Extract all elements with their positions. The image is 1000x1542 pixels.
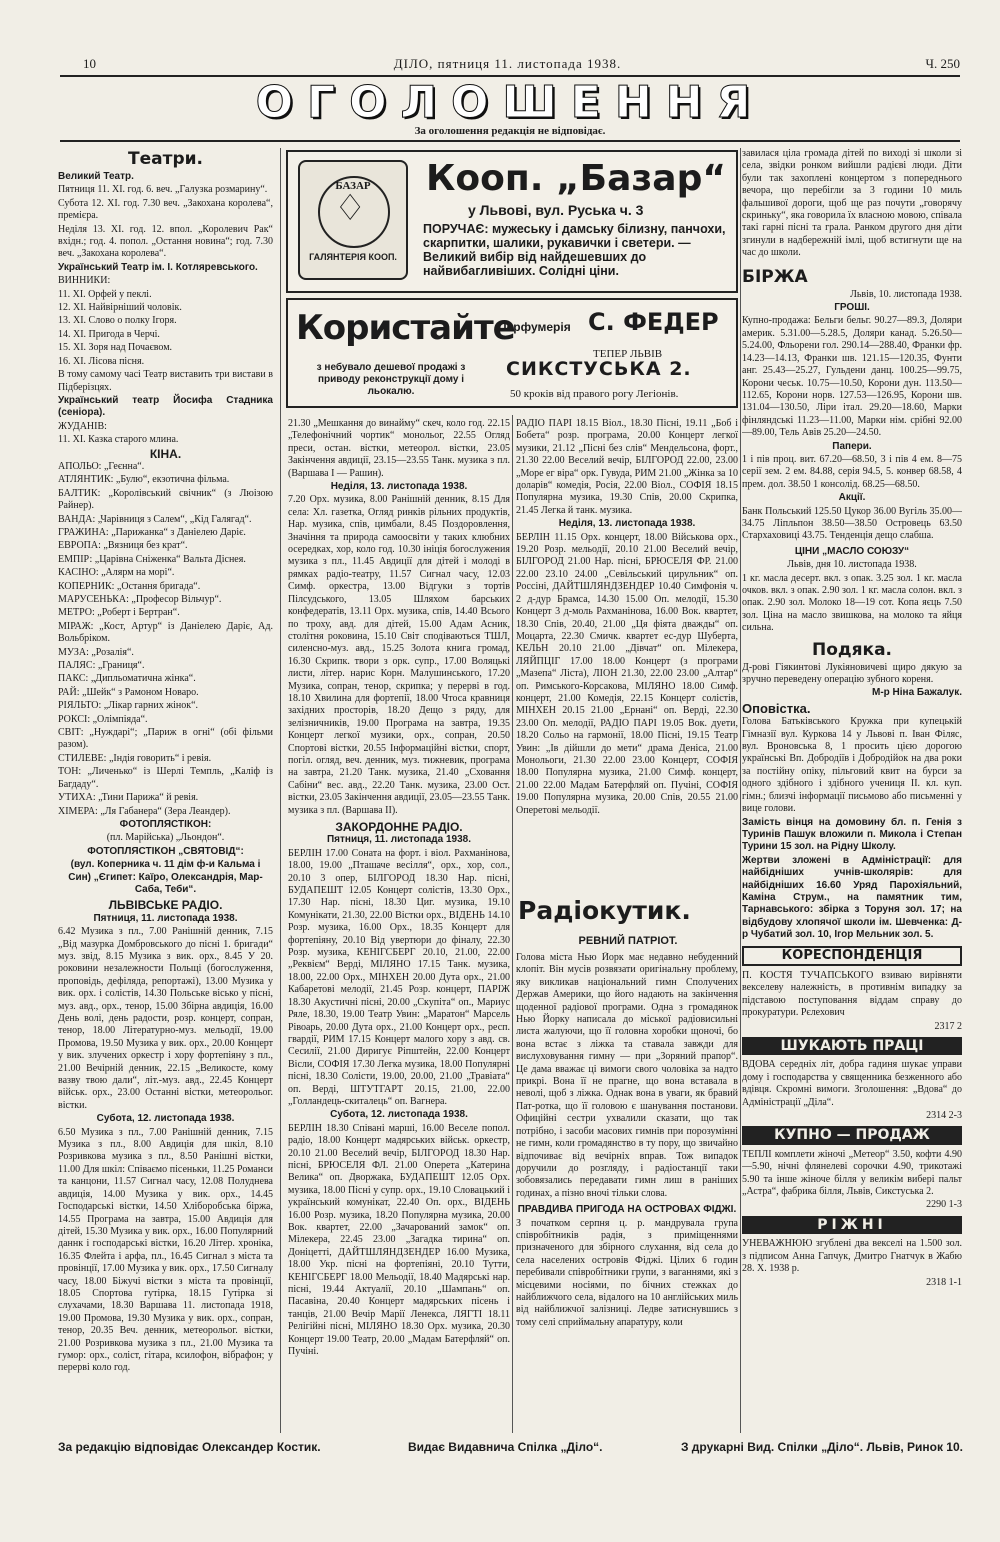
cinema-item: РАЙ: „Шейк“ з Рамоном Новаро. bbox=[58, 686, 199, 698]
article-subtitle: ПРАВДИВА ПРИГОДА НА ОСТРОВАХ ФІДЖІ. bbox=[517, 1204, 737, 1216]
ceny-text: 1 кг. масла десерт. вкл. з опак. 3.25 зол. 1 кг. масла очков. вкл. з опак. 2.90 зол. 1 кг. масла солон. вкл. з опак. 2.90 зол. Молоко 18—19 сот. Копа яєць 7.50 зол. Ціна на масло звишкова, на молоко та яйця сильна. bbox=[742, 572, 962, 634]
cinema-item: ЕМПІР: „Царівна Сніженка“ Вальта Діснея. bbox=[58, 553, 246, 565]
groshi-heading: ГРОШІ. bbox=[834, 302, 870, 314]
feder-now: ТЕПЕР ЛЬВІВ bbox=[593, 348, 663, 360]
cinema-item: ТОН: „Личенько“ із Шерлі Темпль, „Каліф із Багдаду“. bbox=[58, 766, 273, 790]
column-radiokutyk bbox=[516, 952, 738, 1432]
radio-day: Субота, 12. листопада 1938. bbox=[330, 1109, 468, 1121]
radio-day: Пятниця, 11. листопада 1938. bbox=[326, 834, 472, 846]
theatre-item: 13. XI. Слово о полку Ігоря. bbox=[58, 315, 177, 327]
running-header bbox=[55, 52, 960, 72]
radio-program: БЕРЛІН 18.30 Співані марші, 16.00 Веселе попол. радіо, 18.00 Концерт мадярських військ. оркестр, 20.10 21.00 Веселий вечір, БІЛГОРОД 18.30 Нар. пісні, БРЮСЕЛЯ ФЛ. 21.00 Оперета „Катерина Велика“ оп. Дворжака, БУДАПЕШТ 12.05 Орх. музика, 18.00 Пісні у супр. орх., 19.10 Словацький і український комунікат, 22.40 Оп. орх., ВІДЕНЬ 16.00 Розр. музика, 18.20 Популярна музика, 20.00 Вок. квартет, 22.00 „Зачарований замок“ оп. Мілекера, 22.45 23.00 „Загадка тирина“ оп. Доніцетті, ДАЙТШЛЯНДЗЕНДЕР 16.00 Музика, 18.00 Укр. пісні на фортепіяні, 20.10 Тутти, КЕНІГСБЕРГ 18.00 Мельодії, 18.40 Мадярські нар. пісні, 19.44 Актуалії, 20.10 „Шампань“ оп. Пасавіна, 20.40 Концерт мадярських пісень і танців, 21.00 Вечір Марії Ленекса, ЛЯГТІ 18.11 Релігійні пісні, МІЛЯНО 18.30 Орх. музика, 20.30 Концерт 19.00 Театр, 20.00 „Мадам Батерфляй“ оп. Пучіні. bbox=[288, 1122, 510, 1358]
column-theatres-radio bbox=[58, 148, 273, 1428]
radiokutyk-title: Радіокутик. bbox=[518, 896, 691, 925]
svyatovid-text: (вул. Коперника ч. 11 дім ф-и Кальма і Син) „Єгипет: Каїро, Олександрія, Мар-Саба, Теби“. bbox=[68, 859, 263, 895]
footer-editor: За редакцію відповідає Олександер Костик. bbox=[58, 1440, 321, 1454]
podyaka-text: Д-рові Гіякинтові Лукіяновичеві щиро дякую за зручно переведену операцію зубного кореня. bbox=[742, 661, 962, 686]
radio-program: 6.42 Музика з пл., 7.00 Ранішній денник, 7.15 „Від мазурка Домбровського до пісні 1. бригади“ муз. звід, 8.15 Музика з вик. орх., 8.45 У 20. роковини незалежности Польщі (богослуження, проповідь, дефіляда, репортажі), 13.00 Музика у вик. орх. і солістів, 14.30 Польське вісько у пісні, муз. авд., орх., тенор, 15.00 Збірна авдиція, 16.00 День волі, день радости, розр. концерт, сопран, тенор, 18.00 Літературно-муз. мельодії, 19.00 Промова, 19.50 Музика у вик. орх., 20.00 Концерт у вик. злучених оркестр і хору фортепіяну з пл., 21.00 Вечірній денник, 22.15 „Великосте, кому вазву твою дали“, літ.-муз. авд., 22.45 Концерт військ. орх., 23.00 Останні вістки, метеорольог. вістки. bbox=[58, 926, 273, 1111]
issue-number: Ч. 250 bbox=[925, 56, 960, 71]
theatre-item: Неділя 13. XI. год. 12. впол. „Королевич Рак“ вхідн.; год. 4. попол. „Остання новина“; год. 7.30 веч. „Закохана королева“. bbox=[58, 223, 273, 260]
theatre-item: Український театр Йосифа Стадника (сеніора). bbox=[58, 394, 273, 419]
article-text: Голова міста Нью Йорк має недавно небуденний клопіт. Він мусів розвязати оригінальну проблему, яку викликав національний гимн Сполучених Держав Америки, що його надають на закінчення щоденної радіової програми. Одна з громадянок Нью Йорку написала до міської радіовисильні листа жалуючи, що її головна хоробки щоночі, бо вона встає з ліжка та ставала завжди для вислуховування гимну — при „Зоряний прапор“. Це дама вважає ці вимоги свого чоловіка за надто прикрі. Вона її не прагне, що вона вставала в неволі, щоб з ліжка. Однак вона в уваги, як бравий Пат-ротка, що її головою є шанування постанови. Офиційні сестри ухвалили сказати, що так потрібно, і засоби масових гимнів при порозумінні не гимн, коли громадянство в ту пору, що звичайно відпочиває від вечірніх вправ. Тож випадок доручили до розгляду, і радіостанції таки зобовязались передавати гимн лиш в раніших годинах, а пізно вночі тільки слова. bbox=[516, 952, 738, 1199]
ad-feder bbox=[286, 298, 738, 408]
akcii-text: Банк Польський 125.50 Цукор 36.00 Вугіль 35.00—34.75 Ліпльпон 38.50—38.50 Островець 63.50 Стархаховиці 43.75. Тенденція дещо слабша. bbox=[742, 505, 962, 542]
title-rule bbox=[60, 140, 960, 142]
bazar-logo bbox=[298, 160, 408, 280]
column-market-ads bbox=[742, 148, 962, 1428]
cinema-item: КОПЕРНИК: „Остання бригада“. bbox=[58, 580, 201, 592]
column-rule bbox=[740, 148, 741, 1433]
disclaimer: За оголошення редакція не відповідає. bbox=[414, 125, 606, 137]
ceny-heading: ЦІНИ „МАСЛО СОЮЗУ“ bbox=[794, 545, 910, 557]
lviv-radio-heading: ЛЬВІВСЬКЕ РАДІО. bbox=[108, 898, 223, 913]
svyatovid-heading: ФОТОПЛЯСТІКОН „СВЯТОВІД“: bbox=[87, 845, 244, 857]
theatre-item: Пятниця 11. XI. год. 6. веч. „Галузка розмарину“. bbox=[58, 184, 268, 196]
theatre-item: 12. XI. Найвірніший чоловік. bbox=[58, 302, 182, 314]
zamist-text: Замість вінця на домовину бл. п. Генія з Туринів Пашук вложили п. Микола і Степан Турини 15 зол. на Рідну Школу. bbox=[742, 816, 962, 853]
radio-program: БЕРЛІН 11.15 Орх. концерт, 18.00 Військова орх., 19.20 Розр. мельодії, 20.10 21.00 Веселий вечір, БІЛГОРОД 21.00 Нар. пісні, БРЮСЕЛЯ ФР. 21.00 22.00 23.10 24.00 „Севільський цирульник“ оп. Россіні, ДАЙТШЛЯНДЗЕНДЕР 10.40 Симфонія ч. 2 д-дур Брамса, 14.30 15.00 Оп. мелодії, 15.30 Концерт 3 д-моль Рахманінова, 16.00 Вок. квартет, 18.30 Спів, 20.40, 21.00 „Ця фіята дважды“ оп. Моцарта, 22.30 Смичк. квартет ес-дур Шуберта, КЕЛЬН 20.10 21.00 „Дівчат“ оп. Мілекера, ЛЯЙПЦІГ 17.00 18.00 Концерт (з програми „Мазепа“ Ліста), ЛІОН 21.30, 22.00 23.00 „Алтар“ оп. Римського-Корсакова, МІЛЯНО 18.00 Симф. концерт, 21.00 Комедія, 22.15 Концерт солістів, МІНХЕН 20.15 21.00 „Ернані“ оп. Верді, 22.30 23.00 Оп. мелодії, РАДІО ПАРІ 19.05 Вок. дуети, 18.20 Сольо на гармонії, 18.00 Пісні, 19.15 Театр Увин: „Ів дійшли до мети“ драма Деніса, 21.00 Монольоги, 21.30 22.00 23.00 Концерт, СОФІЯ 18.00 Популярна музика, 21.00 Симф. концерт, 21.00 22.00 Мадам Батерфляй оп. Пучіні, СОФІЯ 19.00 Популярна музика, 20.00 Спів, 20.55 21.00 Оперетові мельодії. bbox=[516, 531, 738, 816]
article-text: З початком серпня ц. р. мандрувала група співробітників радія, з приміщеннями призначеного для збірного слухання, від села до села населених островів Фіджі. Цілих 6 годин перебивали співробітники групи, з ваганнями, які з місцевими носіями, по бічних стежках до найближчого села, відалого на 10 англійських миль від найближчої залізниці. Ледве затиснувшись з тому селі сприймальну апаратуру, коли bbox=[516, 1217, 738, 1328]
feder-sale-text: з небувало дешевої продажі з приводу реконструкції дому і льокалю. bbox=[316, 362, 466, 397]
column-radio-2 bbox=[288, 418, 510, 1438]
radio-program: РАДІО ПАРІ 18.15 Віол., 18.30 Пісні, 19.11 „Боб і Бобета“ розр. програма, 20.00 Концерт легкої музики, 21.12 „Пісні без слів“ Мендельсона, форт., 21.30 22.00 Веселий вечір, БІЛГОРОД 22.00, 23.00 „Море ег віра“ орк. Гувуда, РИМ 21.00 „Жінка за 10 доларів“ комедія, Росія, 22.00 Віол., СОФІЯ 18.15 Популярна музика, 19.30 Спів, 20.00 Скрипка, 21.45 Легка й танк. музика. bbox=[516, 418, 738, 516]
radiokutyk-subtitle: РЕВНИЙ ПАТРІОТ. bbox=[578, 935, 678, 947]
buy-sell-text: ТЕПЛІ комплети жіночі „Метеор“ 3.50, кофти 4.90—5.90, нічні флянелеві сорочки 4.90, трикотажі 5.90 та інше жіноче білля у великім вибері пальт „Астра“, фабрика білля, Львів, Сикстуська 2. bbox=[742, 1148, 962, 1198]
birzha-text: Купно-продажа: Бельги бельг. 90.27—89.3, Доляри америк. 5.31.00—5.28.5, Доляри канад. 5.26.50—5.24.00, Фльорени гол. 290.14—288.40, Франки фр. 14.23—14.13, Франки шв. 121.15—120.35, Фунти анг. 25.43—25.27, Гульдени данц. 100.25—99.75, Корони чеськ. 10.75—10.50, Корони дун. 113.50—112.65, Корони норв. 127.53—126.95, Корони шв. 131.04—130.50, Ліри італ. 29.20—18.60, Марки фінляндські 11.23—11.00, Марки нім. срібні 92.00—89.00, Тель Авів 25.20—24.50. bbox=[742, 315, 962, 439]
theatres-heading: Театри. bbox=[128, 149, 203, 169]
bazar-address: у Львові, вул. Руська ч. 3 bbox=[468, 202, 644, 218]
footer-printer: З друкарні Вид. Спілки „Діло“. Львів, Ринок 10. bbox=[680, 1440, 963, 1454]
cinema-heading: КІНА. bbox=[149, 446, 182, 461]
opovistka-text: Голова Батьківського Кружка при купецькій Гімназії вул. Куркова 14 у Львові п. Іван Філяс, вул. Вроновська 8, 1 просить цією дорогою українські Вп. Добродіїв і Добродійок на два роки за постійну опіку, пільговий квит на бурси за одного здібного і здібного учениця ІІ. кл. куп. гімн.; близчі інформації письмово або письменні у вице голови. bbox=[742, 716, 962, 815]
section-title: ОГОЛОШЕННЯ bbox=[255, 77, 765, 128]
ad-code: 2318 1-1 bbox=[926, 1276, 962, 1288]
feder-big-title: Користайте bbox=[296, 308, 515, 348]
feder-perf: Перфумерія bbox=[498, 320, 571, 334]
akcii-heading: Акції. bbox=[838, 492, 866, 504]
job-seeking-text: ВДОВА середніх літ, добра гадиня шукає управи дому і господарства у священника безженного або вдівця. Скромні вимоги. Зголошення: „Вдова“ до Адміністрації „Діла“. bbox=[742, 1059, 962, 1108]
footer-publisher: Видає Видавнича Спілка „Діло“. bbox=[408, 1440, 603, 1454]
cinema-item: ХІМЕРА: „Ля Габанера“ (Зера Леандер). bbox=[58, 805, 231, 817]
papery-text: 1 і пів проц. вит. 67.20—68.50, 3 і пів 4 ем. 8—75 серії зем. 2 ем. 84.88, серія 94.5, 5. конвер 68.58, 4 прем. дол. 38.50 1 консолід. 68.25—68.50. bbox=[742, 453, 962, 490]
radio-program: БЕРЛІН 17.00 Соната на форт. і віол. Рахманінова, 18.00, 19.00 „Пташаче весілля“, орх., хор, сол., 20.10 3 опер, БІЛГОРОД 18.30 Нар. пісні, БУДАПЕШТ 12.05 Концерт солістів, 13.30 Орх., 17.30 Нар. пісні, 18.30 Циг. музика, 19.10 Комунікати, 21.30, 22.00 Вістки орх., ВІДЕНЬ 14.10 Розр. музика, 16.00 Орх., 18.35 Концерт для фортепіяну, 20.10 Від увертюри до фіналу, 22.30 Розр. музика, КЕНІГСБЕРГ 20.10, 21.00, 22.00 „Реквієм“ Верді, МІЛЯНО 17.15 Танк. музика, 18.00, 22.00 Орх., МІНХЕН 20.00 Дута орх., 21.00 Кабаретові мелодії, 21.45 Розр. концерт, ПАРІЖ 18.30 Акустичні пісні, 20.00 „Скупіта“ оп., Мариус Ряле, 18.30, 19.00 Театр Увин: „Маратон“ Марсель Рівоарь, 20.00 Дута орх., 21.00 Концерт орх., респ. гвардії, РИМ 17.15 Концерт малого хору з авд. св. Сесилії, 21.00 Диригує Ріпштейн, 22.00 Концерт Вісли, СОФІЯ 17.30 Легка музика, 18.00 Популярні пісні, 18.30 Солісти, 19.00, 20.00, 21.00 „Травіата“ оп. Верді, ШТУТГАРТ 20.15, 21.00, 22.00 „Голландець-скиталець“ оп. Вагнера. bbox=[288, 847, 510, 1107]
fotoplastikon-text: (пл. Марійська) „Льондон“. bbox=[106, 832, 225, 844]
opovistka-heading: Оповістка. bbox=[742, 700, 811, 716]
radio-day: Неділя, 13. листопада 1938. bbox=[558, 518, 696, 530]
bazar-text: ПОРУЧАЄ: мужеську і дамську білизну, панчохи, скарпитки, шалики, рукавички і светери. — Великий вибір від найдешевших до найвибагливіших. Солідні ціни. bbox=[423, 222, 726, 278]
podyaka-heading: Подяка. bbox=[811, 639, 893, 660]
correspondence-text: П. КОСТЯ ТУЧАПСЬКОГО взиваю вирівняти векселеву належність, в противнім випадку за підставою поступовання віддам справу до прокуратури. Рєлехович bbox=[742, 969, 962, 1019]
cinema-item: АТЛЯНТИК: „Булю“, екзотична фільма. bbox=[58, 474, 230, 486]
logo-bottom-text: ГАЛЯНТЕРІЯ КООП. bbox=[309, 252, 397, 262]
radio-program: 7.20 Орх. музика, 8.00 Ранішній денник, 8.15 Для села: Хл. газетка, Огляд ринків рільних продуктів, Нар. музика, спів, цимбали, 8.45 Поздоровлення, Значіння та природа самоосвіти у таких клюбних осередках, хор, коло год. 10.30 ініція богослужения музика з пл., 11.45 Авдиції для дітей і молоді в рямках радіо-театру, 11.57 Сигнал часу, 12.03 Симф. оркестра, 13.00 Відгуки з тортів Пілсудського, 13.05 Шляхом барських конфедератів, 13.11 Орх. музика, спів, 14.40 Всього по троху, авд. для дітей, 15.00 Адам Асник, столітня роковина, 15.10 Світ сподіваються ТШЛ, силенсно-муз. авд., 15.25 Золота книга громад, 16.30 Скрипк. твори з орк. супр., 17.00 Воляцькі листи, літер. нарис Корн. Малушинського, 17.20 Музика, сопран, тенор, скрипка; у перерві в год. 18.10 Хвилина для фортепії, 18.00 Чтоса кравниця західних просторів, 18.20 Дещо з ряду, для зелізничників, 19.00 Програма на завтра, 19.35 Концерт легкої музики, орх., сопран, 20.50 Спортові вістки, 20.55 Інформаційні вістки, спорт, погіл. огляд, веч. денник, муз. тижневик, програма на завтра, 21.20 Танк. музика, 21.40 „Сховання Сабіни“ вес. авд., 22.20 Танк. музика, 23.00 Ост. вістки, 23.05 Закінчення авдиції, 23.05—23.55 Танк. музика з пл. (Варшава ІІ). bbox=[288, 494, 510, 816]
cinema-item: УТИХА: „Тини Парижа“ й ревія. bbox=[58, 792, 199, 804]
radio-program: 6.50 Музика з пл., 7.00 Ранішній денник, 7.15 Музика з пл., 8.00 Авдиція для шкіл, 8.10 Розривкова музика з пл., 8.50 Ранішні вістки, 11.00 Для шкіл: Співаємо пісеньки, 11.25 Романси та канцони, 11.57 Сигнал часу, 12.08 Полуднева авдиція, 14.00 Музика у вик. орх., 14.45 Господарські вістки, 14.50 Хліборобська біржа, 14.55 Програма на завтра, 15.00 Авдиція для дітей, 15.30 Музика у вик. орх., 16.00 Популярний даннк і господарські вістки, 16.20 Літер. хроніка, 16.35 Флейта і арфа, пл., 16.45 Сигнал з міста та провінції, 17.00 Музика у вик. орх., 17.50 Сигналу часу, 18.00 Біжучі вістки з міста та провінції, 18.05 Спортова гутірка, 18.15 Гутірка зі слухачами, 18.30 Варшава 11. листопада 1918, 19.00 Промова, 19.30 Музика у вик. орх., сопран, тенор, 20.35 Веч. денник, метеорольог. вістки, 21.00 Розривкова музика з пл., 21.00 Музика та гумор: орх., соліст, гітара, ксилофон, вібрафон; у перерві коло год. bbox=[58, 1126, 273, 1374]
ad-code: 2290 1-3 bbox=[926, 1199, 962, 1211]
theatre-item: Український Театр ім. І. Котляревського. bbox=[58, 261, 258, 273]
article-text: завилася ціла громада дітей по виході зі школи зі села, звідки ронком вийшли радієві люди. Діти були так захоплені концертом з попереднього вечора, що перебігли за 3 години 10 миль фальшивої дороги, щоб ще раз почути „говорячу скриньку“, яка говорила їх власною мовою, співала такі гарні пісні та грала. Ранком другого дня діти згинули в надбережній імлі, щоб встигнути ще на час до школи. bbox=[742, 148, 962, 259]
theatre-item: 16. XI. Лісова пісня. bbox=[58, 355, 145, 367]
cinema-item: РОКСІ: „Олімпіяда“. bbox=[58, 713, 148, 725]
cinema-item: БАЛТИК: „Королівський свічник“ (з Люізою Райнер). bbox=[58, 487, 273, 512]
theatre-item: Субота 12. XI. год. 7.30 веч. „Закохана королева“, премієра. bbox=[58, 197, 273, 222]
theatre-item: ВИННИКИ: bbox=[58, 275, 111, 287]
feder-note: 50 кроків від правого рогу Легіонів. bbox=[510, 388, 679, 400]
buy-sell-heading: КУПНО — ПРОДАЖ bbox=[742, 1126, 962, 1144]
cinema-item: МЕТРО: „Роберт і Бертран“. bbox=[58, 607, 180, 619]
cinema-item: ВАНДА: „Чарівниця з Салем“, „Кід Галягад“. bbox=[58, 513, 252, 525]
job-seeking-heading: ШУКАЮТЬ ПРАЦІ bbox=[742, 1037, 962, 1055]
cinema-item: МАРУСЕНЬКА: „Професор Вільчур“. bbox=[58, 594, 222, 605]
masthead-line: ДІЛО, пятниця 11. листопада 1938. bbox=[393, 56, 622, 71]
papery-heading: Папери. bbox=[832, 440, 872, 452]
birzha-date: Львів, 10. листопада 1938. bbox=[850, 288, 962, 300]
theatre-item: 11. XI. Казка старого млина. bbox=[58, 434, 179, 446]
ad-bazar bbox=[286, 150, 738, 293]
cinema-item: ПАКС: „Дипльоматична жінка“. bbox=[58, 673, 196, 685]
foreign-radio-heading: ЗАКОРДОННЕ РАДІО. bbox=[335, 820, 463, 834]
page-number: 10 bbox=[83, 56, 96, 71]
cinema-item: МІРАЖ: „Кост, Артур“ із Даніелею Даріє, Ад. Вольбріком. bbox=[58, 620, 273, 645]
cinema-item: РІЯЛЬТО: „Лікар гарних жінок“. bbox=[58, 700, 199, 712]
zhertvy-text: Жертви зложені в Адміністрації: для найбідніших учнів-школярів: для найбідніших 16.60 Уряд Парохіяльний, Каміна Струм., на памятник тим, Тарнавського: збірка з Торуня зол. 17; на відбудову хлопячої школи ім. Шевченка: Д-р Чубатий зол. 10, Ігор Мельник зол. 5. bbox=[742, 854, 962, 941]
feder-street: СИКСТУСЬКА 2. bbox=[506, 358, 692, 380]
misc-text: УНЕВАЖНЮЮ згублені два векселі на 1.500 зол. з підписом Анна Гапчук, Дмитро Гнатчук в Жабю 28. X. 1938 р. bbox=[742, 1238, 962, 1275]
theatre-item: 15. XI. Зоря над Почаєвом. bbox=[58, 342, 173, 354]
cinema-item: КАСІНО: „Алярм на морі“. bbox=[58, 567, 175, 579]
column-rule bbox=[280, 148, 281, 1433]
ad-code: 2314 2-3 bbox=[926, 1110, 962, 1122]
theatre-item: ЖУДАНІВ: bbox=[58, 420, 107, 432]
cinema-item: АПОЛЬО: „Геєнна“. bbox=[58, 460, 145, 472]
theatre-item: Великий Театр. bbox=[58, 171, 134, 182]
podyaka-signature: М-р Ніна Бажалук. bbox=[871, 687, 962, 699]
swan-icon: ♢ bbox=[334, 188, 367, 228]
cinema-item: ЕВРОПА: „Вязниця без крат“. bbox=[58, 540, 188, 552]
theatre-item: В тому самому часі Театр виставить три вистави в Підберізцях. bbox=[58, 369, 273, 393]
fotoplastikon-heading: ФОТОПЛЯСТІКОН: bbox=[119, 818, 212, 830]
radio-day: Субота, 12. листопада 1938. bbox=[96, 1113, 235, 1125]
misc-heading: РІЖНІ bbox=[742, 1216, 962, 1234]
correspondence-heading: КОРЕСПОНДЕНЦІЯ bbox=[742, 946, 962, 966]
column-radio-3 bbox=[516, 418, 738, 888]
feder-name: С. ФЕДЕР bbox=[588, 308, 719, 336]
theatre-item: 11. XI. Орфей у пеклі. bbox=[58, 288, 152, 300]
cinema-item: МУЗА: „Розалія“. bbox=[58, 646, 134, 658]
cinema-item: ГРАЖИНА: „Парижанка“ з Даніелею Даріє. bbox=[58, 526, 246, 538]
ceny-date: Львів, дня 10. листопада 1938. bbox=[787, 559, 917, 571]
cinema-item: СТИЛЕВЕ: „Індія говорить“ і ревія. bbox=[58, 752, 212, 764]
birzha-heading: БІРЖА bbox=[742, 266, 808, 287]
column-rule bbox=[512, 415, 513, 1433]
bazar-title: Кооп. „Базар“ bbox=[426, 158, 727, 199]
ad-code: 2317 2 bbox=[934, 1020, 962, 1032]
logo-top-text: БАЗАР bbox=[335, 180, 371, 192]
cinema-item: ПАЛЯС: „Границя“. bbox=[58, 660, 145, 672]
radio-program: 21.30 „Мешкання до винайму“ скеч, коло год. 22.15 „Телефонічний чортик“ монольог, 22.55 Огляд преси, остан. вістки, метеорол. вістки, 23.05 Закінчення авдиції, 23.15—23.55 Танк. музика з пл. (Варшава І — Рашин). bbox=[288, 418, 510, 479]
theatre-item: 14. XI. Пригода в Черчі. bbox=[58, 328, 160, 340]
radio-day: Пятниця, 11. листопада 1938. bbox=[93, 912, 238, 924]
radio-day: Неділя, 13. листопада 1938. bbox=[330, 481, 468, 493]
cinema-item: СВІТ: „Нуждарі“; „Париж в огні“ (обі фільми разом). bbox=[58, 727, 273, 751]
